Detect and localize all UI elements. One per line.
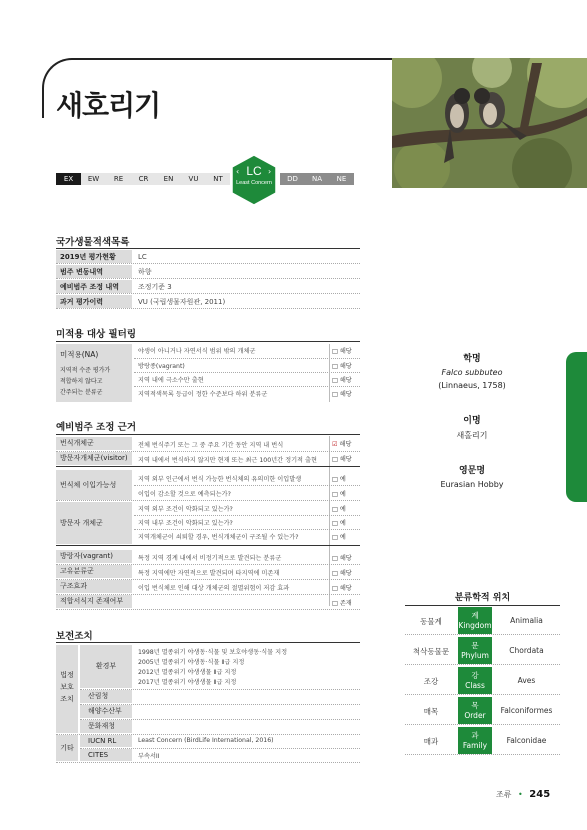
- filter-item: 야생이 아니거나 자연서식 범위 밖의 개체군: [138, 348, 256, 355]
- status-dd: DD: [280, 173, 305, 185]
- tax-ko: 매목: [423, 707, 439, 716]
- species-title: 새호리기: [56, 89, 161, 122]
- prelim-key: 고유분류군: [56, 565, 132, 578]
- visitor-checkbox[interactable]: □ 예: [332, 534, 346, 541]
- prelim-checkbox-checked[interactable]: ☑ 해당: [332, 441, 352, 448]
- filter-title: 미적용 대상 필터링: [56, 329, 137, 340]
- tax-sci: Falconiformes: [500, 706, 553, 715]
- divider: [134, 358, 360, 359]
- footer-section: 조류: [496, 790, 512, 799]
- svg-text:‹: ‹: [236, 167, 240, 176]
- prelim-rule: [56, 434, 360, 435]
- status-vu: VU: [181, 173, 206, 185]
- national-row: [56, 265, 360, 279]
- page-footer: [496, 789, 550, 800]
- visitor-item: 지역 내부 조건이 악화되고 있는가?: [138, 520, 233, 527]
- footer-sep: •: [518, 790, 523, 799]
- legal-other: 문화재청: [80, 720, 132, 733]
- tax-rank-en: Order: [464, 711, 486, 720]
- legal-other: 해양수산부: [80, 705, 132, 718]
- visitor-checkbox[interactable]: □ 예: [332, 506, 346, 513]
- filter-checkbox[interactable]: □ 해당: [332, 391, 352, 398]
- divider: [134, 515, 360, 516]
- svg-text:›: ›: [268, 167, 272, 176]
- legal-label-1: 보호: [60, 683, 74, 691]
- tax-rank-ko: 과: [471, 731, 479, 740]
- status-en: EN: [156, 173, 181, 185]
- tax-rank-ko: 문: [471, 641, 479, 650]
- row-value: 조정기준 3: [138, 283, 172, 291]
- prelim-desc: 전체 번식주기 또는 그 중 주요 기간 동안 지역 내 번식: [138, 442, 284, 449]
- filter-checkbox[interactable]: □ 해당: [332, 377, 352, 384]
- national-rule: [56, 248, 360, 249]
- etc-key: IUCN RL: [80, 735, 132, 747]
- prelim-desc: 이입 번식체로 인해 대상 개체군의 절멸위험이 저감 효과: [138, 585, 290, 592]
- national-row: [56, 250, 360, 264]
- row-key: 범주 변동내역: [56, 265, 132, 278]
- sci-head: 학명: [463, 354, 481, 364]
- tax-rank-ko: 목: [471, 701, 479, 710]
- tax-rank: [458, 637, 492, 664]
- national-row: [56, 280, 360, 294]
- filter-sub-0: 지역적 수준 평가가: [60, 367, 111, 374]
- divider: [56, 762, 360, 763]
- tax-ko: 척삭동물문: [412, 647, 450, 656]
- tax-row: [405, 667, 560, 695]
- prelim-checkbox[interactable]: □ 해당: [332, 570, 352, 577]
- tax-sci: Animalia: [510, 616, 543, 625]
- status-ne: NE: [329, 173, 354, 185]
- filter-rule: [56, 341, 360, 342]
- tax-rank-en: Kingdom: [458, 621, 492, 630]
- chapter-tab[interactable]: [566, 352, 587, 502]
- status-na: NA: [305, 173, 329, 185]
- page-number: 245: [529, 789, 551, 800]
- tax-rank-en: Phylum: [461, 651, 489, 660]
- tax-ko: 조강: [423, 677, 439, 686]
- national-title: 국가생물적색목록: [56, 237, 130, 248]
- filter-item: 지역적색목록 등급이 정한 수준보다 하위 분류군: [138, 391, 268, 398]
- taxonomy-title: 분류학적 위치: [454, 593, 511, 603]
- breed-checkbox[interactable]: □ 예: [332, 491, 346, 498]
- filter-sub-1: 적합하지 않다고: [60, 378, 103, 385]
- tax-rank-en: Class: [465, 681, 485, 690]
- tax-rank: [458, 697, 492, 724]
- visitor-checkbox[interactable]: □ 예: [332, 520, 346, 527]
- prelim-key: 방랑자(vagrant): [56, 550, 132, 563]
- prelim-desc: 특정 지역에만 자연적으로 발견되며 타지역에 미존재: [138, 570, 280, 577]
- tax-row: [405, 607, 560, 635]
- tax-row: [405, 727, 560, 755]
- filter-item: 방랑종(vagrant): [138, 363, 185, 370]
- visitor-item: 지역개체군이 쇠퇴할 경우, 번식개체군이 구조될 수 있는가?: [138, 534, 299, 541]
- tax-sci: Falconidae: [506, 736, 547, 745]
- synonym-name: 새홀리기: [456, 431, 488, 440]
- divider: [134, 386, 360, 387]
- national-row: [56, 295, 360, 309]
- row-key: 2019년 평가현황: [56, 250, 132, 263]
- row-value: VU (국립생물자원관, 2011): [138, 298, 226, 306]
- filter-label-block: [56, 344, 132, 402]
- env-label: 환경부: [80, 645, 132, 688]
- taxonomy-rule: [405, 605, 560, 606]
- etc-label: 기타: [56, 735, 78, 761]
- tax-rank-en: Family: [462, 741, 488, 750]
- conserv-rule: [56, 642, 360, 643]
- synonym-head: 이명: [463, 416, 481, 426]
- filter-sub-2: 간주되는 분류군: [60, 389, 103, 396]
- sci-author: (Linnaeus, 1758): [438, 381, 506, 390]
- prelim-checkbox[interactable]: □ 존재: [332, 600, 352, 607]
- legal-label: [56, 645, 78, 733]
- status-re: RE: [106, 173, 131, 185]
- tax-row: [405, 697, 560, 725]
- lc-name: Least Concern: [236, 180, 272, 186]
- filter-item: 지역 내에 극소수만 출현: [138, 377, 204, 384]
- breed-item: 지역 외부 인근에서 번식 가능한 번식체의 유의미한 이입발생: [138, 476, 302, 483]
- lc-badge: [230, 154, 278, 206]
- tax-rank: [458, 607, 492, 634]
- visitor-label: 방문자 개체군: [56, 502, 132, 544]
- etc-key: CITES: [80, 749, 132, 761]
- divider: [134, 485, 360, 486]
- prelim-checkbox[interactable]: □ 해당: [332, 585, 352, 592]
- bird-photo: [392, 58, 587, 188]
- divider: [134, 372, 360, 373]
- english-head: 영문명: [458, 466, 486, 476]
- etc-value: 부속서II: [138, 753, 160, 760]
- status-nt: NT: [206, 173, 230, 185]
- tax-sci: Chordata: [509, 646, 544, 655]
- tax-sci: Aves: [517, 676, 536, 685]
- prelim-key: 방문자개체군(visitor): [56, 452, 132, 465]
- filter-checkbox[interactable]: □ 해당: [332, 348, 352, 355]
- prelim-key: 적합서식지 존재여부: [56, 595, 132, 608]
- breed-item: 이입이 감소할 것으로 예측되는가?: [138, 491, 231, 498]
- etc-value: Least Concern (BirdLife International, 2016): [138, 737, 274, 744]
- row-key: 과거 평가이력: [56, 295, 132, 308]
- sci-name: Falco subbuteo: [441, 368, 503, 377]
- tax-ko: 매과: [423, 737, 439, 746]
- divider: [56, 545, 360, 546]
- tax-rank-ko: 강: [471, 671, 479, 680]
- env-line: 2005년 멸종위기 야생동·식물 Ⅱ급 지정: [138, 659, 245, 666]
- divider: [56, 609, 360, 610]
- red-list-status-bar: [56, 173, 354, 185]
- status-ex: EX: [56, 173, 81, 185]
- env-line: 2017년 멸종위기 야생생물 Ⅱ급 지정: [138, 679, 237, 686]
- tax-rank: [458, 727, 492, 754]
- divider: [56, 466, 360, 467]
- prelim-desc: 특정 지역 경계 내에서 비정기적으로 발견되는 분류군: [138, 555, 282, 562]
- status-ew: EW: [81, 173, 106, 185]
- prelim-key: 구조효과: [56, 580, 132, 593]
- legal-label-0: 법정: [60, 671, 74, 679]
- env-line: 1998년 멸종위기 야생동·식물 및 보호야생동·식물 지정: [138, 649, 288, 656]
- filter-label: 미적용(NA): [60, 350, 99, 359]
- tax-ko: 동물계: [420, 617, 442, 626]
- check-column-line: [329, 436, 330, 606]
- status-cr: CR: [131, 173, 156, 185]
- divider: [134, 529, 360, 530]
- env-line: 2012년 멸종위기 야생생물 Ⅱ급 지정: [138, 669, 237, 676]
- legal-other: 산림청: [80, 690, 132, 703]
- visitor-item: 지역 외부 조건이 악화되고 있는가?: [138, 506, 233, 513]
- prelim-desc: 지역 내에서 번식하지 않지만 현재 또는 최근 100년간 정기적 출현: [138, 457, 317, 464]
- tax-row: [405, 637, 560, 665]
- row-value: LC: [138, 253, 147, 261]
- tax-rank-ko: 계: [471, 611, 479, 620]
- filter-checkbox[interactable]: □ 해당: [332, 363, 352, 370]
- conserv-title: 보전조치: [56, 631, 93, 642]
- row-value: 하향: [138, 268, 152, 276]
- legal-label-2: 조치: [60, 695, 74, 703]
- prelim-title: 예비범주 조정 근거: [56, 422, 137, 433]
- check-column-line: [329, 344, 330, 402]
- prelim-checkbox[interactable]: □ 해당: [332, 555, 352, 562]
- row-key: 예비범주 조정 내역: [56, 280, 132, 293]
- divider: [56, 500, 360, 501]
- prelim-checkbox[interactable]: □ 해당: [332, 456, 352, 463]
- breed-label: 번식체 이입가능성: [56, 470, 132, 500]
- prelim-key: 번식개체군: [56, 437, 132, 450]
- english-name: Eurasian Hobby: [440, 480, 504, 489]
- lc-code: LC: [246, 164, 262, 178]
- breed-checkbox[interactable]: □ 예: [332, 476, 346, 483]
- tax-rank: [458, 667, 492, 694]
